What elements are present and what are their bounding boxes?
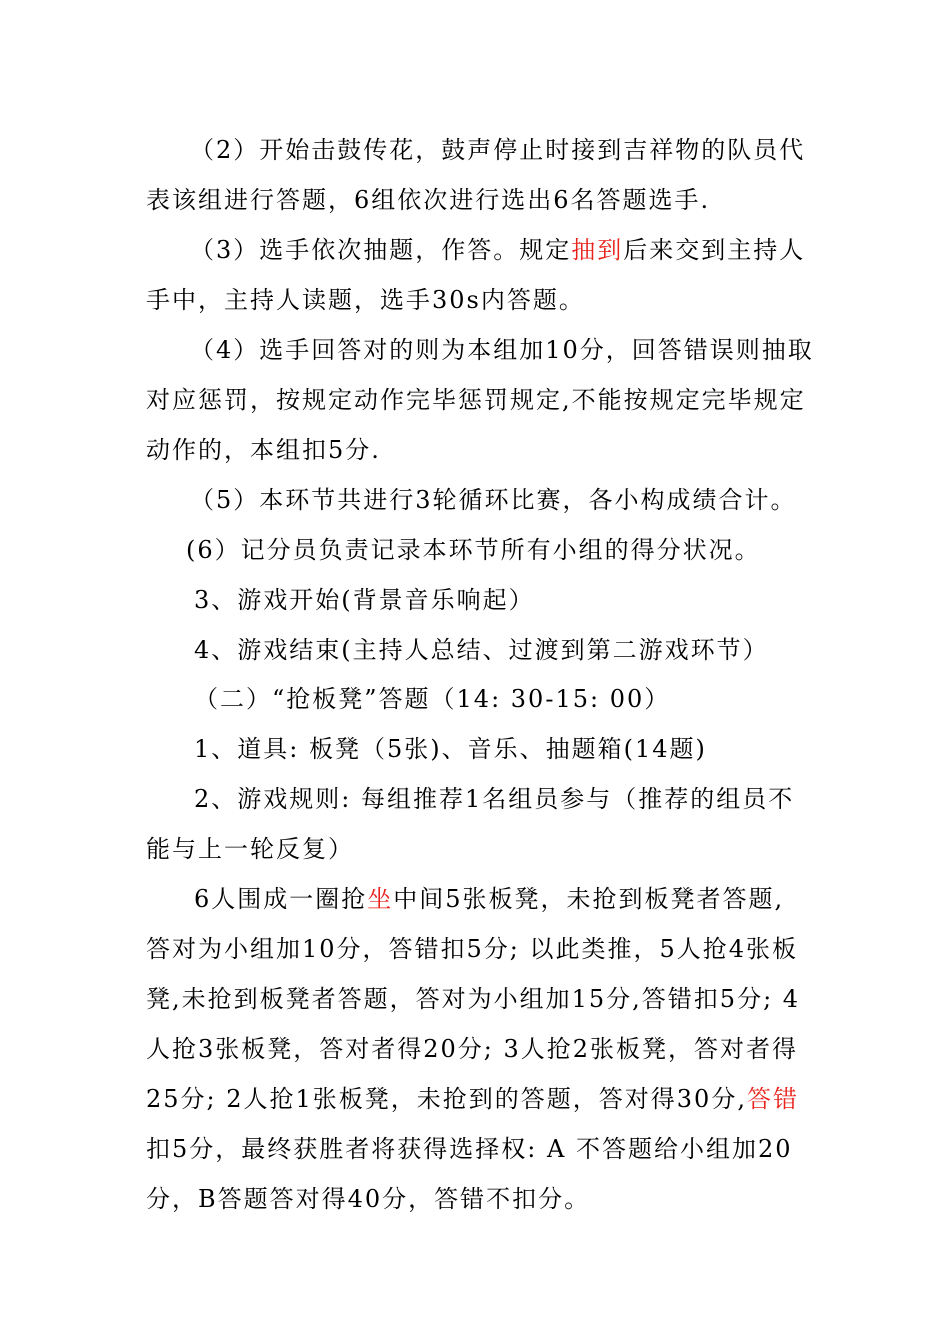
- text-segment: 分，B答题答对得40分，答错不扣分。: [146, 1185, 591, 1213]
- text-line: [146, 185, 710, 215]
- text-segment: 中间5张板凳，未抢到板凳者答题,: [393, 885, 785, 913]
- highlighted-text: 抽到: [571, 236, 624, 264]
- text-line: [146, 285, 585, 315]
- text-segment: 3、游戏开始(背景音乐响起）: [194, 586, 535, 614]
- highlighted-text: 答错: [746, 1085, 799, 1113]
- text-line: [194, 884, 784, 914]
- text-line: [190, 485, 797, 515]
- text-segment: 6人围成一圈抢: [194, 885, 368, 913]
- text-segment: 手中，主持人读题，选手30s内答题。: [146, 286, 585, 314]
- text-segment: 2、游戏规则: 每组推荐1名组员参与（推荐的组员不: [194, 785, 795, 813]
- section-heading: [194, 684, 670, 714]
- text-segment: （二）“抢板凳”答题（14: 30-15: 00）: [194, 685, 671, 713]
- text-segment: 对应惩罚，按规定动作完毕惩罚规定,不能按规定完毕规定: [146, 386, 806, 414]
- highlighted-text: 坐: [367, 885, 394, 913]
- text-line: [146, 934, 798, 964]
- text-line: [194, 784, 794, 814]
- text-line: [146, 984, 800, 1014]
- text-line: [194, 585, 535, 615]
- text-line: [194, 734, 707, 764]
- text-segment: 能与上一轮反复）: [146, 835, 354, 863]
- text-line: [190, 235, 805, 265]
- text-line: [146, 1184, 590, 1214]
- text-line: [190, 335, 814, 365]
- text-segment: 4、游戏结束(主持人总结、过渡到第二游戏环节）: [194, 636, 769, 664]
- text-segment: 动作的，本组扣5分.: [146, 436, 381, 464]
- text-line: [146, 1084, 799, 1114]
- text-line: [190, 135, 805, 165]
- text-segment: （5）本环节共进行3轮循环比赛，各小构成绩合计。: [190, 486, 797, 514]
- text-segment: 扣5分，最终获胜者将获得选择权: A 不答题给小组加20: [146, 1135, 793, 1163]
- text-line: [186, 535, 761, 565]
- text-line: [146, 435, 381, 465]
- text-segment: （4）选手回答对的则为本组加10分，回答错误则抽取: [190, 336, 814, 364]
- text-segment: （2）开始击鼓传花，鼓声停止时接到吉祥物的队员代: [190, 136, 806, 164]
- text-line: [146, 1134, 792, 1164]
- text-segment: 表该组进行答题，6组依次进行选出6名答题选手.: [146, 186, 711, 214]
- text-segment: (6）记分员负责记录本环节所有小组的得分状况。: [186, 536, 761, 564]
- text-segment: 凳,未抢到板凳者答题，答对为小组加15分,答错扣5分; 4: [146, 985, 801, 1013]
- text-segment: （3）选手依次抽题，作答。规定: [190, 236, 572, 264]
- text-line: [146, 1034, 798, 1064]
- text-segment: 人抢3张板凳，答对者得20分; 3人抢2张板凳，答对者得: [146, 1035, 799, 1063]
- text-segment: 后来交到主持人: [623, 236, 806, 264]
- text-line: [146, 834, 354, 864]
- text-line: [146, 385, 806, 415]
- text-segment: 1、道具: 板凳（5张)、音乐、抽题箱(14题): [194, 735, 707, 763]
- text-segment: 答对为小组加10分，答错扣5分; 以此类推，5人抢4张板: [146, 935, 799, 963]
- text-segment: 25分; 2人抢1张板凳，未抢到的答题，答对得30分,: [146, 1085, 747, 1113]
- text-line: [194, 635, 769, 665]
